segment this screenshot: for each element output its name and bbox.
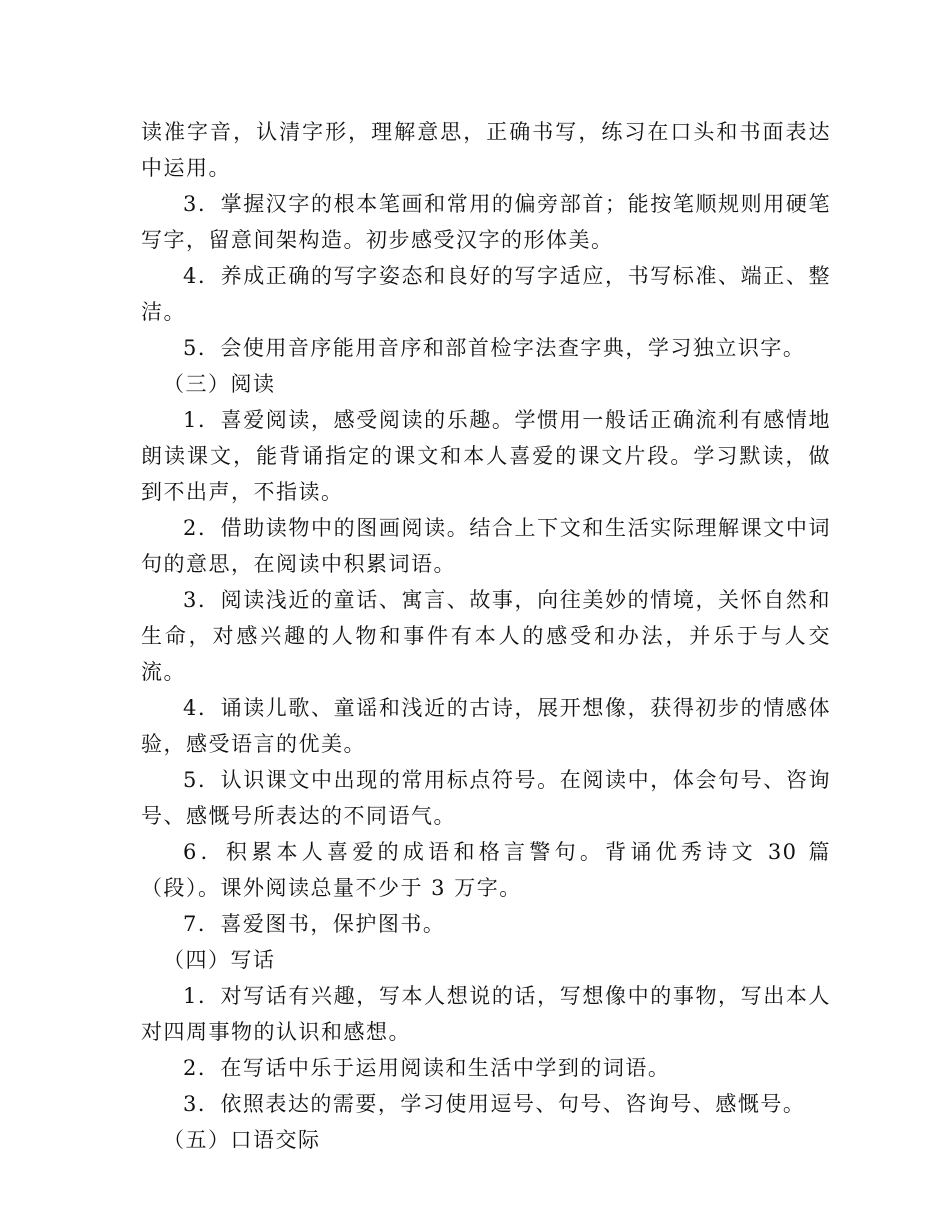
section-heading-writing: （四）写话 bbox=[163, 948, 276, 972]
section-heading-reading: （三）阅读 bbox=[163, 372, 276, 396]
paragraph-reading-7: 7．喜爱图书，保护图书。 bbox=[183, 912, 446, 936]
document-body bbox=[141, 114, 831, 1158]
paragraph-reading-3: 3．阅读浅近的童话、寓言、故事，向往美妙的情境，关怀自然和生命，对感兴趣的人物和事件有本人的感受和办法，并乐于与人交流。 bbox=[141, 588, 831, 684]
paragraph-reading-5: 5．认识课文中出现的常用标点符号。在阅读中，体会句号、咨询号、感慨号所表达的不同语气。 bbox=[141, 768, 831, 828]
paragraph-writing-2: 2．在写话中乐于运用阅读和生活中学到的词语。 bbox=[183, 1056, 671, 1080]
paragraph-item-3: 3．掌握汉字的根本笔画和常用的偏旁部首；能按笔顺规则用硬笔写字，留意间架构造。初步感受汉字的形体美。 bbox=[141, 192, 831, 252]
paragraph-continuation: 读准字音，认清字形，理解意思，正确书写，练习在口头和书面表达中运用。 bbox=[141, 120, 831, 180]
paragraph-reading-4: 4．诵读儿歌、童谣和浅近的古诗，展开想像，获得初步的情感体验，感受语言的优美。 bbox=[141, 696, 831, 756]
paragraph-item-5: 5．会使用音序能用音序和部首检字法查字典，学习独立识字。 bbox=[183, 336, 806, 360]
paragraph-reading-6: 6．积累本人喜爱的成语和格言警句。背诵优秀诗文 30 篇（段）。课外阅读总量不少于 3 万字。 bbox=[141, 840, 831, 900]
paragraph-item-4: 4．养成正确的写字姿态和良好的写字适应，书写标准、端正、整洁。 bbox=[141, 264, 831, 324]
paragraph-reading-1: 1．喜爱阅读，感受阅读的乐趣。学惯用一般话正确流利有感情地朗读课文，能背诵指定的课文和本人喜爱的课文片段。学习默读，做到不出声，不指读。 bbox=[141, 408, 831, 504]
paragraph-writing-3: 3．依照表达的需要，学习使用逗号、句号、咨询号、感慨号。 bbox=[183, 1092, 806, 1116]
section-heading-oral-communication: （五）口语交际 bbox=[163, 1128, 321, 1152]
paragraph-writing-1: 1．对写话有兴趣，写本人想说的话，写想像中的事物，写出本人对四周事物的认识和感想。 bbox=[141, 984, 831, 1044]
paragraph-reading-2: 2．借助读物中的图画阅读。结合上下文和生活实际理解课文中词句的意思，在阅读中积累词语。 bbox=[141, 516, 831, 576]
